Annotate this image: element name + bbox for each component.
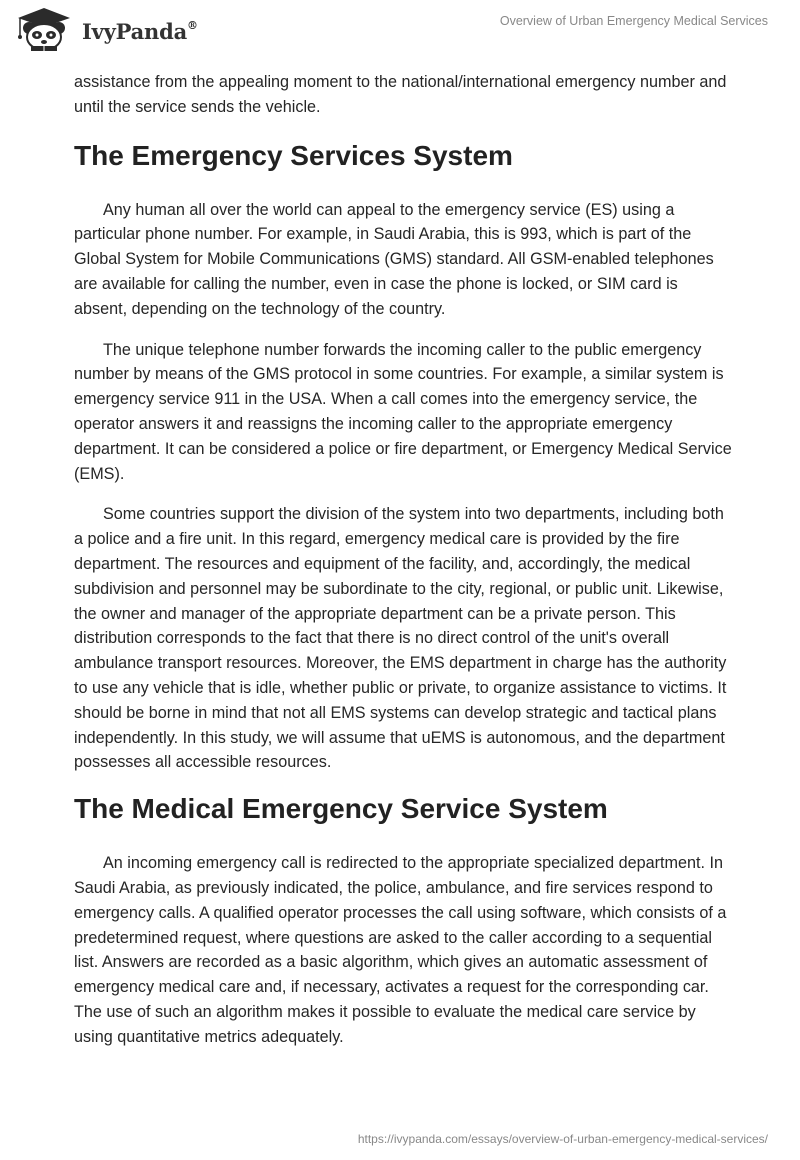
brand-name: IvyPanda® [82, 18, 198, 44]
brand-logo[interactable] [14, 6, 198, 52]
section-heading-medical-emergency: The Medical Emergency Service System [74, 793, 608, 825]
paragraph: Some countries support the division of the system into two departments, including both a police and a fire unit. In this regard, emergency medical care is provided by the fire department. The resources and equipment of the facility, and, accordingly, the medical subdivision and personnel may be subordinate to the city, regional, or public unit. Likewise, the owner and manager of the appropriate department can be a private person. This distribution corresponds to the fact that there is no direct control of the unit's overall ambulance transport resources. Moreover, the EMS department in charge has the authority to use any vehicle that is idle, whether public or private, to organize assistance to victims. It should be borne in mind that not all EMS systems can develop strategic and tactical plans independently. In this study, we will assume that uEMS is autonomous, and the department possesses all accessible resources. [74, 505, 727, 772]
source-url[interactable]: https://ivypanda.com/essays/overview-of-urban-emergency-medical-services/ [357, 1132, 768, 1146]
running-title: Overview of Urban Emergency Medical Services [499, 14, 768, 28]
section-heading-emergency-services: The Emergency Services System [74, 139, 513, 171]
essay-content [74, 70, 734, 1066]
paragraph: The unique telephone number forwards the incoming caller to the public emergency number by means of the GMS protocol in some countries. For example, a similar system is emergency service 911 in the USA. When a call comes into the emergency service, the operator answers it and reassigns the incoming caller to the appropriate emergency department. It can be considered a police or fire department, or Emergency Medical Service (EMS). [74, 340, 732, 483]
paragraph: An incoming emergency call is redirected to the appropriate specialized department. In Saudi Arabia, as previously indicated, the police, ambulance, and fire services respond to emergency calls. A qualified operator processes the call using software, which consists of a predetermined request, where questions are asked to the caller according to a sequential list. Answers are recorded as a basic algorithm, which gives an automatic assessment of emergency medical care and, if necessary, activates a request for the corresponding car. The use of such an algorithm makes it possible to evaluate the medical care service by using quantitative metrics adequately. [74, 854, 727, 1046]
paragraph: Any human all over the world can appeal to the emergency service (ES) using a particular phone number. For example, in Saudi Arabia, this is 993, which is part of the Global System for Mobile Communications (GMS) standard. All GSM-enabled telephones are available for calling the number, even in case the phone is locked, or SIM card is absent, depending on the technology of the country. [74, 200, 714, 318]
page-header [0, 0, 800, 70]
intro-continuation: assistance from the appealing moment to the national/international emergency number and until the service sends the vehicle. [74, 73, 727, 116]
panda-graduate-icon [14, 6, 74, 52]
